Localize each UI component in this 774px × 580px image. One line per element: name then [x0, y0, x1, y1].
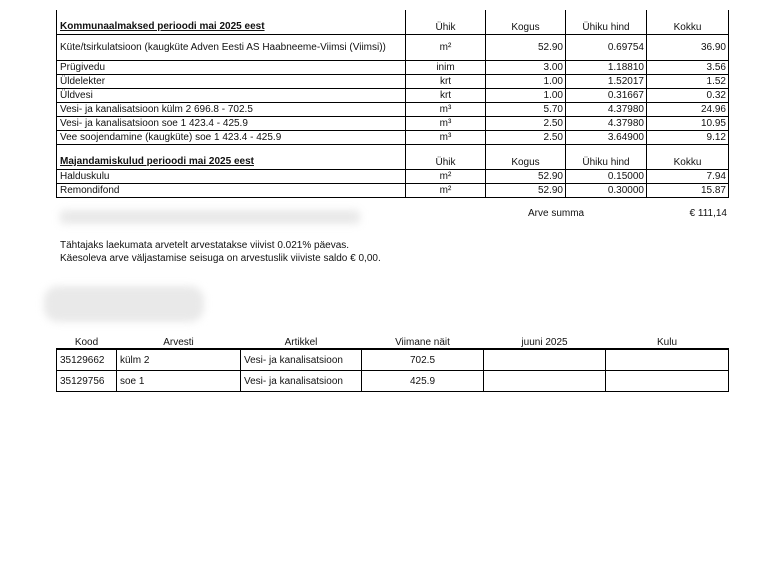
- meter-article: Vesi- ja kanalisatsioon: [241, 349, 362, 371]
- table-row: [57, 89, 729, 103]
- charge-qty: 1.00: [486, 89, 566, 103]
- charge-unit: m²: [406, 184, 486, 198]
- charge-unit: inim: [406, 61, 486, 75]
- maintenance-section-title: Majandamiskulud perioodi mai 2025 eest: [57, 145, 406, 170]
- charge-qty: 2.50: [486, 131, 566, 145]
- charge-qty: 2.50: [486, 117, 566, 131]
- table-row: [57, 349, 729, 371]
- charge-unit: m³: [406, 131, 486, 145]
- charge-price: 1.52017: [566, 75, 647, 89]
- charge-qty: 3.00: [486, 61, 566, 75]
- charge-qty: 52.90: [486, 184, 566, 198]
- charge-name: Prügivedu: [57, 61, 406, 75]
- table-row: [57, 103, 729, 117]
- qty-header: Kogus: [486, 10, 566, 35]
- balance-note: Käesoleva arve väljastamise seisuga on arvestuslik viiviste saldo € 0,00.: [60, 253, 381, 264]
- redacted-area: [60, 210, 360, 224]
- late-fee-note: Tähtajaks laekumata arvetelt arvestatakse viivist 0.021% päevas.: [60, 240, 350, 251]
- charge-unit: m²: [406, 35, 486, 61]
- table-row: [57, 117, 729, 131]
- meter-june-reading: [484, 371, 606, 392]
- meter-usage: [606, 371, 729, 392]
- usage-header: Kulu: [606, 337, 729, 349]
- total-header: Kokku: [647, 145, 729, 170]
- charge-qty: 52.90: [486, 35, 566, 61]
- table-row: [57, 170, 729, 184]
- utilities-header-row: [57, 10, 729, 35]
- charge-total: 1.52: [647, 75, 729, 89]
- meter-june-reading: [484, 349, 606, 371]
- charge-unit: krt: [406, 89, 486, 103]
- charge-price: 0.69754: [566, 35, 647, 61]
- invoice-total-amount: € 111,14: [689, 208, 727, 219]
- charge-name: Vesi- ja kanalisatsioon soe 1 423.4 - 425.9: [57, 117, 406, 131]
- unit-price-header: Ühiku hind: [566, 145, 647, 170]
- charge-total: 0.32: [647, 89, 729, 103]
- charge-price: 4.37980: [566, 103, 647, 117]
- charge-qty: 5.70: [486, 103, 566, 117]
- qty-header: Kogus: [486, 145, 566, 170]
- code-header: Kood: [57, 337, 117, 349]
- charge-unit: m³: [406, 117, 486, 131]
- meter-usage: [606, 349, 729, 371]
- charge-price: 0.31667: [566, 89, 647, 103]
- unit-header: Ühik: [406, 145, 486, 170]
- charge-name: Remondifond: [57, 184, 406, 198]
- meter-last-reading: 702.5: [362, 349, 484, 371]
- charge-name: Küte/tsirkulatsioon (kaugküte Adven Eesti AS Haabneeme-Viimsi (Viimsi)): [57, 35, 406, 61]
- charge-total: 7.94: [647, 170, 729, 184]
- charge-price: 0.30000: [566, 184, 647, 198]
- redacted-area: [44, 286, 204, 322]
- invoice-total-label: Arve summa: [528, 208, 585, 219]
- charge-total: 3.56: [647, 61, 729, 75]
- charge-total: 10.95: [647, 117, 729, 131]
- charge-qty: 52.90: [486, 170, 566, 184]
- unit-price-header: Ühiku hind: [566, 10, 647, 35]
- table-row: [57, 35, 729, 61]
- table-row: [57, 61, 729, 75]
- table-row: [57, 371, 729, 392]
- article-header: Artikkel: [241, 337, 362, 349]
- charge-total: 36.90: [647, 35, 729, 61]
- charge-price: 1.18810: [566, 61, 647, 75]
- charge-qty: 1.00: [486, 75, 566, 89]
- meter-readings-table: [56, 337, 729, 392]
- june-reading-header: juuni 2025: [484, 337, 606, 349]
- meter-code: 35129662: [57, 349, 117, 371]
- charge-total: 24.96: [647, 103, 729, 117]
- charge-price: 0.15000: [566, 170, 647, 184]
- table-row: [57, 75, 729, 89]
- table-row: [57, 184, 729, 198]
- last-reading-header: Viimane näit: [362, 337, 484, 349]
- utilities-section-title: Kommunaalmaksed perioodi mai 2025 eest: [57, 10, 406, 35]
- charge-unit: krt: [406, 75, 486, 89]
- total-header: Kokku: [647, 10, 729, 35]
- meter-name: külm 2: [117, 349, 241, 371]
- charge-name: Üldvesi: [57, 89, 406, 103]
- charge-total: 9.12: [647, 131, 729, 145]
- unit-header: Ühik: [406, 10, 486, 35]
- charge-price: 3.64900: [566, 131, 647, 145]
- charge-price: 4.37980: [566, 117, 647, 131]
- charge-name: Vesi- ja kanalisatsioon külm 2 696.8 - 702.5: [57, 103, 406, 117]
- meter-last-reading: 425.9: [362, 371, 484, 392]
- maintenance-header-row: [57, 145, 729, 170]
- charge-unit: m³: [406, 103, 486, 117]
- charge-name: Üldelekter: [57, 75, 406, 89]
- charge-total: 15.87: [647, 184, 729, 198]
- meter-code: 35129756: [57, 371, 117, 392]
- meter-header: Arvesti: [117, 337, 241, 349]
- meter-article: Vesi- ja kanalisatsioon: [241, 371, 362, 392]
- meter-name: soe 1: [117, 371, 241, 392]
- charges-table: [56, 10, 729, 198]
- table-row: [57, 131, 729, 145]
- charge-name: Vee soojendamine (kaugküte) soe 1 423.4 - 425.9: [57, 131, 406, 145]
- charge-name: Halduskulu: [57, 170, 406, 184]
- charge-unit: m²: [406, 170, 486, 184]
